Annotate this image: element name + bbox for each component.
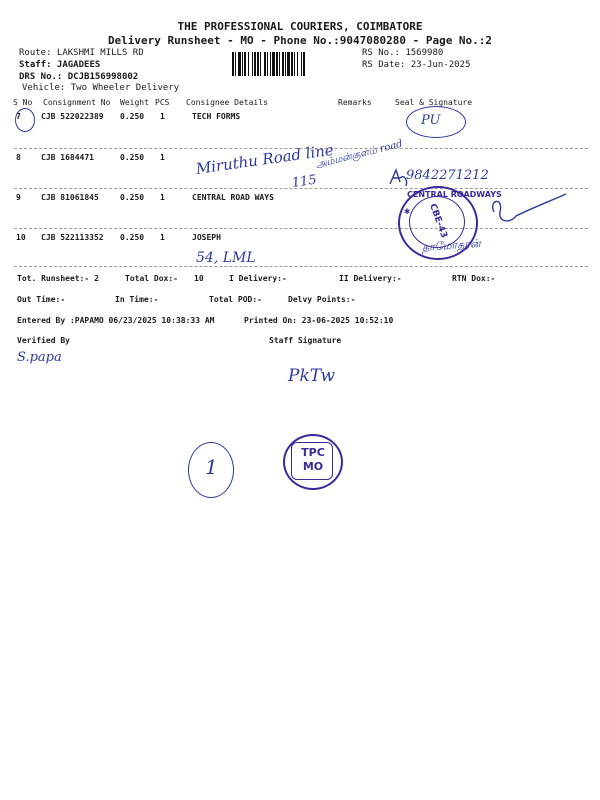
barcode-bar: [264, 52, 266, 76]
ii-delivery: II Delivery:-: [339, 274, 402, 283]
mo-text: MO: [302, 460, 324, 473]
row8-address-line2: 115: [290, 172, 318, 191]
vehicle-label: Vehicle: Two Wheeler Delivery: [22, 83, 180, 93]
barcode-image: [232, 52, 352, 76]
company-title: THE PROFESSIONAL COURIERS, COIMBATORE: [177, 20, 423, 33]
row10-note: 54, LML: [196, 250, 256, 266]
total-dox-value: 10: [194, 274, 204, 283]
out-time: Out Time:-: [17, 295, 66, 304]
barcode-bar: [294, 52, 295, 76]
sno-circle-mark: [15, 108, 35, 132]
barcode-bar: [252, 52, 253, 76]
row-sno: 10: [16, 233, 26, 242]
row8-phone: 9842271212: [406, 168, 489, 183]
stamp-inner-text: CBE-43: [427, 202, 449, 240]
barcode-bar: [232, 52, 234, 76]
barcode-bar: [242, 52, 243, 76]
row-consignment: CJB 522022389: [41, 112, 104, 121]
row-consignment: CJB 81061845: [41, 193, 99, 202]
rs-date: RS Date: 23-Jun-2025: [362, 60, 471, 70]
row-consignee: JOSEPH: [192, 233, 221, 242]
circled-mark: [188, 442, 234, 498]
row-pcs: 1: [160, 153, 165, 162]
barcode-bar: [248, 52, 249, 76]
staff-signature: PkTw: [288, 366, 336, 386]
row-pcs: 1: [160, 233, 165, 242]
barcode-bar: [254, 52, 256, 76]
row-pcs: 1: [160, 112, 165, 121]
circled-mark-text: 1: [205, 455, 218, 479]
central-roadways-stamp: [398, 186, 502, 260]
row-pcs: 1: [160, 193, 165, 202]
row-divider: [14, 266, 588, 267]
tot-runsheet: Tot. Runsheet:- 2: [17, 274, 99, 283]
rs-number: RS No.: 1569980: [362, 48, 444, 58]
row-weight: 0.250: [120, 233, 145, 242]
row-sno: 7: [16, 112, 21, 121]
verified-by-label: Verified By: [17, 336, 70, 345]
stamp-outer-text: CENTRAL ROADWAYS: [407, 190, 502, 199]
staff-signature-label: Staff Signature: [269, 336, 342, 345]
total-pod: Total POD:-: [209, 295, 262, 304]
stamp-star-icon: ✱: [404, 206, 411, 217]
col-sno: S No: [13, 98, 33, 107]
row7-signature: PU: [421, 113, 441, 128]
row-sno: 9: [16, 193, 21, 202]
printed-on: Printed On: 23-06-2025 10:52:10: [244, 316, 394, 325]
barcode-bar: [297, 52, 298, 76]
col-consignee: Consignee Details: [186, 98, 268, 107]
row-consignment: CJB 1684471: [41, 153, 94, 162]
col-consignment: Consignment No: [43, 98, 111, 107]
barcode-bar: [238, 52, 241, 76]
row10-tamil-sign: தாமோதரன்: [421, 236, 482, 254]
col-remarks: Remarks: [338, 98, 372, 107]
in-time: In Time:-: [115, 295, 159, 304]
col-pcs: PCS: [155, 98, 170, 107]
barcode-bar: [282, 52, 284, 76]
staff-label: Staff: JAGADEES: [19, 60, 101, 70]
tpc-text: TPC: [301, 446, 325, 459]
row-weight: 0.250: [120, 193, 145, 202]
barcode-bar: [244, 52, 246, 76]
runsheet-subtitle: Delivery Runsheet - MO - Phone No.:9047080280 - Page No.:2: [107, 34, 493, 47]
route-label: Route: LAKSHMI MILLS RD: [19, 48, 144, 58]
seal-signature-scribble: [486, 190, 570, 230]
barcode-bar: [287, 52, 290, 76]
barcode-bar: [303, 52, 305, 76]
drs-number: DRS No.: DCJB156998002: [19, 72, 139, 82]
barcode-bar: [257, 52, 259, 76]
verifier-signature: S.papa: [17, 350, 62, 365]
barcode-bar: [235, 52, 236, 76]
col-weight: Weight: [120, 98, 149, 107]
delvy-points: Delvy Points:-: [288, 295, 356, 304]
rtn-dox: RTN Dox:-: [452, 274, 496, 283]
barcode-bar: [279, 52, 280, 76]
row-consignee: TECH FORMS: [192, 112, 241, 121]
tpc-mo-stamp: [283, 434, 343, 490]
barcode-bar: [260, 52, 261, 76]
barcode-bar: [291, 52, 293, 76]
barcode-bar: [301, 52, 302, 76]
barcode-bar: [272, 52, 275, 76]
row8-tamil-address: அம்மன்குளம் road: [314, 138, 404, 171]
barcode-bar: [267, 52, 268, 76]
i-delivery: I Delivery:-: [229, 274, 287, 283]
barcode-bar: [270, 52, 271, 76]
total-dox-label: Total Dox:-: [125, 274, 178, 283]
col-seal: Seal & Signature: [395, 98, 473, 107]
row-consignment: CJB 522113352: [41, 233, 104, 242]
row8-initial-scribble: [388, 166, 410, 188]
row-consignee: CENTRAL ROAD WAYS: [192, 193, 274, 202]
row-sno: 8: [16, 153, 21, 162]
barcode-bar: [276, 52, 278, 76]
barcode-bar: [285, 52, 286, 76]
row-weight: 0.250: [120, 112, 145, 121]
entered-by: Entered By :PAPAMO 06/23/2025 10:38:33 AM: [17, 316, 215, 325]
row-weight: 0.250: [120, 153, 145, 162]
row8-address-line1: Miruthu Road line: [194, 140, 335, 178]
